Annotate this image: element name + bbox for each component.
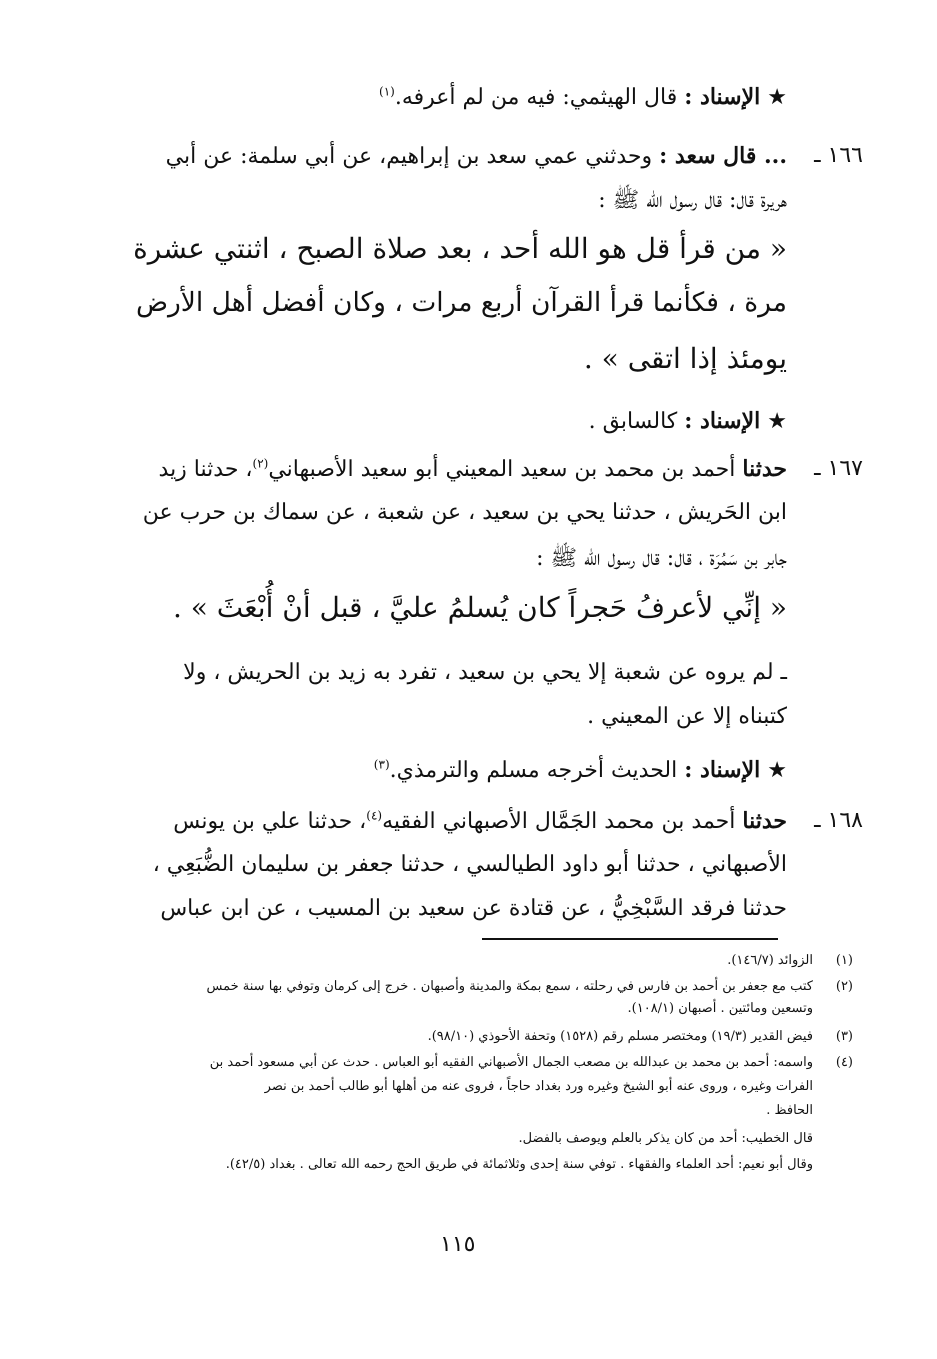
footnote-2-line-1: كتب مع جعفر بن أحمد بن فارس في رحلته ، سمع بمكة والمدينة وأصبهان . خرج إلى كرمان وتوفي بها سنة خمس bbox=[206, 979, 813, 994]
hadith-166-line-1 bbox=[127, 143, 787, 169]
footnote-4-line-2: الفرات وغيره ، وروى عنه أبو الشيخ وغيره ورد بغداد حاجاً ، فروى عنه من أهلها أبو طالب أحمد بن نصر bbox=[264, 1079, 813, 1094]
matn-line-3: يومئذ إذا اتقى » . bbox=[583, 342, 787, 375]
isnad-line-3 bbox=[374, 757, 787, 783]
footnote-4-line-1: واسمه: أحمد بن محمد بن عبدالله بن مصعب الجمال الأصبهاني الفقيه أبو العباس . حدث عن أبي مسعود أحمد بن bbox=[209, 1055, 813, 1070]
hadith-text: وحدثني عمي سعد بن إبراهيم، عن أبي سلمة: عن أبي bbox=[165, 144, 653, 169]
isnad-line-2 bbox=[589, 408, 787, 434]
hadith-168-line-3: حدثنا فرقد السَّبْخِيُّ ، عن قتادة عن سعيد بن المسيب ، عن ابن عباس bbox=[160, 896, 787, 921]
star-icon: ★ bbox=[767, 758, 787, 783]
hadith-167-line-3: جابر بن سَمُرَة ، قال: قال رسول الله ﷺ : bbox=[536, 546, 787, 571]
remark-line-2: كتبناه إلا عن المعيني . bbox=[587, 704, 787, 729]
footnote-number-3: (٣) bbox=[835, 1029, 853, 1044]
footnote-ref: (١) bbox=[379, 84, 395, 99]
hadith-text: أحمد بن محمد الجَمَّال الأصبهاني الفقيه bbox=[382, 809, 736, 834]
hadith-167-line-2: ابن الحَريش ، حدثنا يحي بن سعيد ، عن شعبة ، عن سماك بن حرب عن bbox=[142, 500, 787, 525]
footnote-number-4: (٤) bbox=[835, 1055, 853, 1070]
page-number: ١١٥ bbox=[440, 1232, 476, 1257]
isnad-label: الإسناد : bbox=[684, 84, 761, 110]
footnote-number-2: (٢) bbox=[835, 979, 853, 994]
footnote-number-1: (١) bbox=[835, 953, 853, 968]
footnote-ref: (٢) bbox=[252, 456, 269, 471]
remark-line-1: ـ لم يروه عن شعبة إلا يحي بن سعيد ، تفرد به زيد بن الحريش ، ولا bbox=[183, 660, 787, 685]
footnote-ref: (٤) bbox=[366, 808, 383, 823]
hadith-number-166: ١٦٦ ـ bbox=[814, 143, 863, 168]
hadith-166-line-2: هريرة قال: قال رسول الله ﷺ : bbox=[598, 188, 787, 213]
isnad-text: الحديث أخرجه مسلم والترمذي. bbox=[389, 758, 678, 783]
hadith-168-line-2: الأصبهاني ، حدثنا أبو داود الطيالسي ، حدثنا جعفر بن سليمان الضُّبَعِي ، bbox=[152, 852, 787, 877]
star-icon: ★ bbox=[767, 85, 787, 110]
isnad-text: كالسابق . bbox=[588, 409, 678, 434]
footnote-4-line-4: قال الخطيب: أحد من كان يذكر بالعلم ويوصف بالفضل. bbox=[518, 1131, 813, 1146]
footnote-ref: (٣) bbox=[373, 757, 390, 772]
hadith-text: أحمد بن محمد بن سعيد المعيني أبو سعيد الأصبهاني bbox=[268, 457, 736, 482]
hadith-167-line-1 bbox=[159, 456, 787, 482]
hadith-text-end: ، حدثنا زيد bbox=[158, 457, 253, 482]
footnote-4-line-5: وقال أبو نعيم: أحد العلماء والفقهاء . توفي سنة إحدى وثلاثمائة في طريق الحج رحمه الله تعالى . بغداد (٤٢/٥). bbox=[225, 1157, 813, 1172]
matn-line-2: مرة ، فكأنما قرأ القرآن أربع مرات ، وكان أفضل أهل الأرض bbox=[135, 287, 787, 318]
hadith-text-end: ، حدثنا علي بن يونس bbox=[173, 809, 367, 834]
isnad-line-1 bbox=[379, 84, 787, 110]
footnote-divider bbox=[482, 938, 778, 940]
footnote-2-line-2: وتسعين ومائتين . أصبهان (١٠٨/١). bbox=[627, 1001, 813, 1016]
hadith-intro: ... قال سعد : bbox=[659, 143, 787, 169]
hadith-number-168: ١٦٨ ـ bbox=[814, 808, 863, 833]
isnad-label: الإسناد : bbox=[684, 757, 761, 783]
isnad-text: قال الهيثمي: فيه من لم أعرفه. bbox=[394, 85, 678, 110]
hadith-168-line-1 bbox=[173, 808, 787, 834]
footnote-3-line-1: فيض القدير (١٩/٣) ومختصر مسلم رقم (١٥٢٨) وتحفة الأحوذي (٩٨/١٠). bbox=[427, 1029, 813, 1044]
hadith-number-167: ١٦٧ ـ bbox=[814, 456, 863, 481]
matn-line-1: « من قرأ قل هو الله أحد ، بعد صلاة الصبح ، اثنتي عشرة bbox=[133, 232, 787, 265]
isnad-label: الإسناد : bbox=[684, 408, 761, 434]
footnote-1-line-1: الزوائد (١٤٦/٧). bbox=[727, 953, 813, 968]
star-icon: ★ bbox=[767, 409, 787, 434]
hadith-intro: حدثنا bbox=[742, 808, 787, 834]
hadith-intro: حدثنا bbox=[742, 456, 787, 482]
matn-line: « إنِّي لأعرفُ حَجراً كان يُسلمُ عليَّ ، قبل أنْ أُبْعَثَ » . bbox=[172, 591, 787, 624]
footnote-4-line-3: الحافظ . bbox=[766, 1103, 813, 1118]
